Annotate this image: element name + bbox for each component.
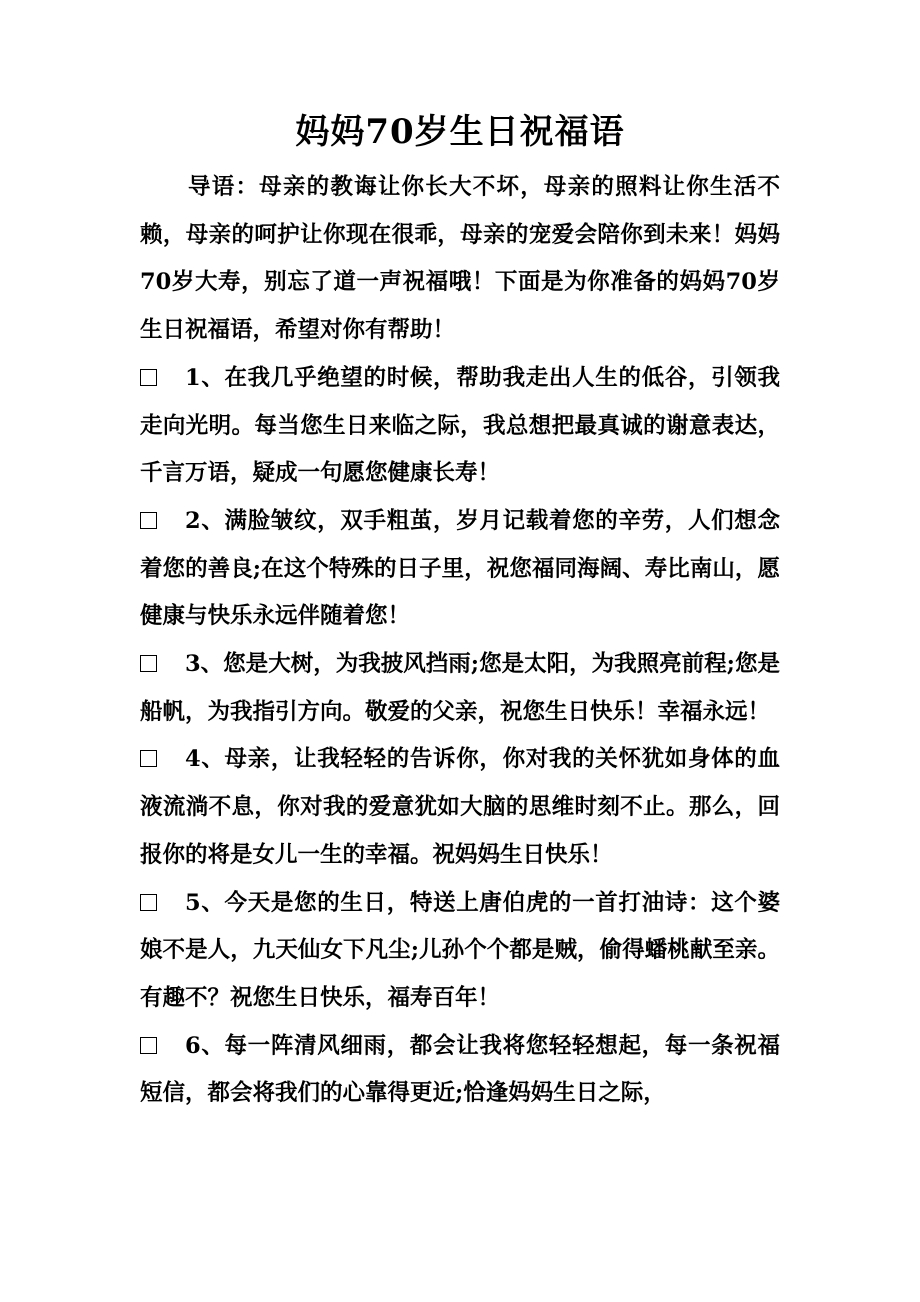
document-title: 妈妈70岁生日祝福语 <box>295 112 625 152</box>
list-item-text: 1、在我几乎绝望的时候，帮助我走出人生的低谷，引领我走向光明。每当您生日来临之际，我总想把最真诚的谢意表达，千言万语，疑成一句愿您健康长寿！ <box>140 364 780 487</box>
list-item <box>140 1023 780 1118</box>
checkbox-square-icon <box>140 750 157 767</box>
checkbox-square-icon <box>140 512 157 529</box>
checkbox-square-icon <box>140 655 157 672</box>
list-item-text: 4、母亲，让我轻轻的告诉你，你对我的关怀犹如身体的血液流淌不息，你对我的爱意犹如大脑的思维时刻不止。那么，回报你的将是女儿一生的幸福。祝妈妈生日快乐！ <box>140 746 780 868</box>
intro-paragraph: 导语：母亲的教诲让你长大不坏，母亲的照料让你生活不赖，母亲的呵护让你现在很乖，母亲的宠爱会陪你到未来！妈妈70岁大寿，别忘了道一声祝福哦！下面是为你准备的妈妈70岁生日祝福语，希望对你有帮助！ <box>140 174 780 344</box>
list-item-text: 5、今天是您的生日，特送上唐伯虎的一首打油诗：这个婆娘不是人，九天仙女下凡尘;儿孙个个都是贼，偷得蟠桃献至亲。有趣不？祝您生日快乐，福寿百年！ <box>140 889 780 1011</box>
list-item <box>140 641 780 736</box>
list-item <box>140 736 780 879</box>
list-item-text: 6、每一阵清风细雨，都会让我将您轻轻想起，每一条祝福短信，都会将我们的心靠得更近;恰逢妈妈生日之际， <box>140 1032 780 1107</box>
list-item <box>140 880 780 1023</box>
list-item-text: 3、您是大树，为我披风挡雨;您是太阳，为我照亮前程;您是船帆，为我指引方向。敬爱的父亲，祝您生日快乐！幸福永远！ <box>140 651 780 725</box>
checkbox-square-icon <box>140 369 157 386</box>
list-item <box>140 498 780 641</box>
list-item-text: 2、满脸皱纹，双手粗茧，岁月记载着您的辛劳，人们想念着您的善良;在这个特殊的日子里，祝您福同海阔、寿比南山，愿健康与快乐永远伴随着您！ <box>140 507 780 630</box>
list-item <box>140 355 780 498</box>
checkbox-square-icon <box>140 1037 157 1054</box>
checkbox-square-icon <box>140 894 157 911</box>
document-body <box>140 164 780 1118</box>
